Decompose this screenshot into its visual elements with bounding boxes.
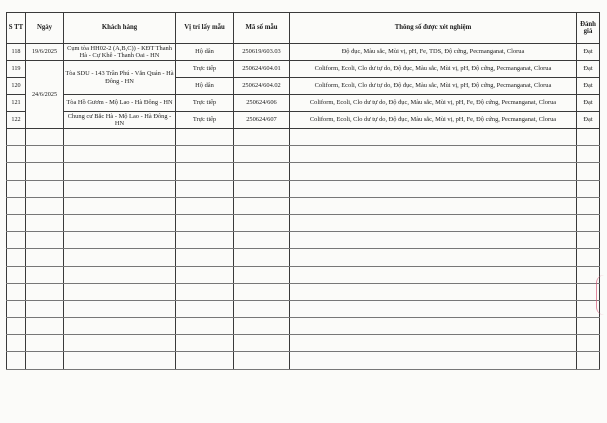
empty-row bbox=[7, 163, 600, 180]
empty-cell bbox=[26, 283, 64, 300]
header-customer: Khách hàng bbox=[64, 13, 176, 44]
empty-row bbox=[7, 232, 600, 249]
empty-cell bbox=[290, 163, 577, 180]
empty-cell bbox=[234, 283, 290, 300]
empty-cell bbox=[7, 214, 26, 231]
empty-row bbox=[7, 129, 600, 146]
empty-cell bbox=[26, 214, 64, 231]
empty-cell bbox=[577, 232, 600, 249]
empty-cell bbox=[234, 163, 290, 180]
empty-cell bbox=[234, 352, 290, 369]
row-params: Coliform, Ecoli, Clo dư tự do, Độ đục, Màu sắc, Mùi vị, pH, Fe, Độ cứng, Pecmanganat, Clorua bbox=[290, 95, 577, 112]
empty-row bbox=[7, 266, 600, 283]
empty-cell bbox=[577, 214, 600, 231]
empty-cell bbox=[176, 266, 234, 283]
table-row bbox=[7, 112, 600, 129]
empty-cell bbox=[26, 129, 64, 146]
empty-cell bbox=[577, 352, 600, 369]
row-stt: 121 bbox=[7, 95, 26, 112]
header-location: Vị trí lấy mẫu bbox=[176, 13, 234, 44]
empty-cell bbox=[64, 249, 176, 266]
empty-cell bbox=[7, 232, 26, 249]
empty-cell bbox=[7, 163, 26, 180]
row-result: Đạt bbox=[577, 78, 600, 95]
row-result: Đạt bbox=[577, 112, 600, 129]
empty-cell bbox=[26, 232, 64, 249]
empty-cell bbox=[176, 352, 234, 369]
empty-cell bbox=[64, 266, 176, 283]
empty-cell bbox=[176, 318, 234, 335]
empty-cell bbox=[7, 197, 26, 214]
empty-cell bbox=[290, 129, 577, 146]
row-params: Độ đục, Màu sắc, Mùi vị, pH, Fe, TDS, Độ cứng, Pecmanganat, Clorua bbox=[290, 44, 577, 61]
empty-cell bbox=[290, 318, 577, 335]
empty-cell bbox=[26, 163, 64, 180]
empty-cell bbox=[234, 180, 290, 197]
row-code: 250624/606 bbox=[234, 95, 290, 112]
empty-cell bbox=[290, 266, 577, 283]
row-code: 250624/607 bbox=[234, 112, 290, 129]
empty-cell bbox=[290, 352, 577, 369]
empty-cell bbox=[234, 232, 290, 249]
empty-cell bbox=[577, 197, 600, 214]
empty-cell bbox=[176, 335, 234, 352]
row-stt: 119 bbox=[7, 61, 26, 78]
empty-cell bbox=[176, 197, 234, 214]
row-code: 250624/604.02 bbox=[234, 78, 290, 95]
header-params: Thông số được xét nghiệm bbox=[290, 13, 577, 44]
empty-cell bbox=[26, 266, 64, 283]
empty-cell bbox=[290, 232, 577, 249]
row-location: Hộ dân bbox=[176, 44, 234, 61]
empty-rows bbox=[7, 129, 600, 370]
row-result: Đạt bbox=[577, 44, 600, 61]
row-location: Trực tiếp bbox=[176, 112, 234, 129]
empty-cell bbox=[234, 266, 290, 283]
row-result: Đạt bbox=[577, 95, 600, 112]
row-date: 19/6/2025 bbox=[26, 44, 64, 61]
empty-cell bbox=[577, 163, 600, 180]
empty-cell bbox=[234, 335, 290, 352]
empty-cell bbox=[234, 318, 290, 335]
empty-cell bbox=[290, 146, 577, 163]
row-customer: Cụm tòa HH02-2 (A,B,C)) - KĐT Thanh Hà - Cự Khê - Thanh Oai - HN bbox=[64, 44, 176, 61]
empty-row bbox=[7, 146, 600, 163]
row-code: 250619/603.03 bbox=[234, 44, 290, 61]
row-params: Coliform, Ecoli, Clo dư tự do, Độ đục, Màu sắc, Mùi vị, pH, Độ cứng, Pecmanganat, Clorua bbox=[290, 78, 577, 95]
empty-row bbox=[7, 197, 600, 214]
empty-cell bbox=[290, 335, 577, 352]
empty-cell bbox=[64, 352, 176, 369]
empty-row bbox=[7, 283, 600, 300]
empty-cell bbox=[234, 249, 290, 266]
header-result: Đánh giá bbox=[577, 13, 600, 44]
row-params: Coliform, Ecoli, Clo dư tự do, Độ đục, Màu sắc, Mùi vị, pH, Fe, Độ cứng, Pecmanganat, Clorua bbox=[290, 112, 577, 129]
row-location: Hộ dân bbox=[176, 78, 234, 95]
empty-cell bbox=[290, 180, 577, 197]
empty-cell bbox=[7, 180, 26, 197]
row-customer: Chung cư Bắc Hà - Mộ Lao - Hà Đông - HN bbox=[64, 112, 176, 129]
empty-cell bbox=[577, 318, 600, 335]
empty-cell bbox=[7, 352, 26, 369]
header-date: Ngày bbox=[26, 13, 64, 44]
empty-cell bbox=[7, 249, 26, 266]
empty-cell bbox=[7, 335, 26, 352]
empty-cell bbox=[234, 197, 290, 214]
empty-cell bbox=[64, 335, 176, 352]
empty-cell bbox=[577, 146, 600, 163]
sample-test-table bbox=[6, 12, 600, 370]
header-row bbox=[7, 13, 600, 44]
empty-cell bbox=[64, 318, 176, 335]
empty-cell bbox=[64, 129, 176, 146]
row-stt: 122 bbox=[7, 112, 26, 129]
empty-cell bbox=[7, 129, 26, 146]
pen-mark bbox=[596, 275, 605, 315]
empty-cell bbox=[176, 146, 234, 163]
empty-cell bbox=[64, 300, 176, 317]
empty-cell bbox=[64, 180, 176, 197]
empty-cell bbox=[176, 249, 234, 266]
empty-cell bbox=[64, 283, 176, 300]
empty-cell bbox=[26, 180, 64, 197]
empty-row bbox=[7, 335, 600, 352]
empty-cell bbox=[26, 146, 64, 163]
row-result: Đạt bbox=[577, 61, 600, 78]
empty-cell bbox=[7, 318, 26, 335]
empty-cell bbox=[290, 249, 577, 266]
empty-cell bbox=[176, 283, 234, 300]
empty-row bbox=[7, 352, 600, 369]
empty-cell bbox=[26, 318, 64, 335]
empty-cell bbox=[234, 146, 290, 163]
empty-cell bbox=[26, 300, 64, 317]
empty-cell bbox=[234, 129, 290, 146]
empty-row bbox=[7, 300, 600, 317]
empty-cell bbox=[176, 300, 234, 317]
empty-cell bbox=[64, 163, 176, 180]
empty-cell bbox=[290, 214, 577, 231]
empty-cell bbox=[234, 214, 290, 231]
empty-row bbox=[7, 318, 600, 335]
empty-cell bbox=[26, 197, 64, 214]
empty-cell bbox=[26, 249, 64, 266]
empty-cell bbox=[577, 180, 600, 197]
empty-row bbox=[7, 180, 600, 197]
empty-cell bbox=[176, 214, 234, 231]
empty-cell bbox=[577, 335, 600, 352]
empty-cell bbox=[176, 163, 234, 180]
empty-cell bbox=[26, 335, 64, 352]
empty-cell bbox=[64, 232, 176, 249]
empty-cell bbox=[176, 232, 234, 249]
row-code: 250624/604.01 bbox=[234, 61, 290, 78]
empty-cell bbox=[7, 146, 26, 163]
table-row bbox=[7, 44, 600, 61]
empty-cell bbox=[176, 180, 234, 197]
empty-cell bbox=[7, 300, 26, 317]
empty-cell bbox=[290, 283, 577, 300]
table-row bbox=[7, 61, 600, 78]
row-customer: Tòa SDU - 143 Trần Phú - Văn Quán - Hà Đông - HN bbox=[64, 61, 176, 95]
empty-cell bbox=[64, 197, 176, 214]
empty-cell bbox=[290, 197, 577, 214]
empty-cell bbox=[64, 214, 176, 231]
empty-row bbox=[7, 249, 600, 266]
empty-cell bbox=[26, 352, 64, 369]
empty-cell bbox=[7, 266, 26, 283]
header-code: Mã số mẫu bbox=[234, 13, 290, 44]
empty-cell bbox=[7, 283, 26, 300]
header-stt: S TT bbox=[7, 13, 26, 44]
empty-cell bbox=[577, 129, 600, 146]
empty-cell bbox=[64, 146, 176, 163]
table-row bbox=[7, 95, 600, 112]
row-stt: 118 bbox=[7, 44, 26, 61]
empty-cell bbox=[176, 129, 234, 146]
empty-cell bbox=[234, 300, 290, 317]
row-params: Coliform, Ecoli, Clo dư tự do, Độ đục, Màu sắc, Mùi vị, pH, Độ cứng, Pecmanganat, Clorua bbox=[290, 61, 577, 78]
row-location: Trực tiếp bbox=[176, 61, 234, 78]
empty-row bbox=[7, 214, 600, 231]
row-customer: Tòa Hồ Gươm - Mộ Lao - Hà Đông - HN bbox=[64, 95, 176, 112]
row-location: Trực tiếp bbox=[176, 95, 234, 112]
empty-cell bbox=[290, 300, 577, 317]
row-date: 24/6/2025 bbox=[26, 61, 64, 129]
row-stt: 120 bbox=[7, 78, 26, 95]
empty-cell bbox=[577, 249, 600, 266]
